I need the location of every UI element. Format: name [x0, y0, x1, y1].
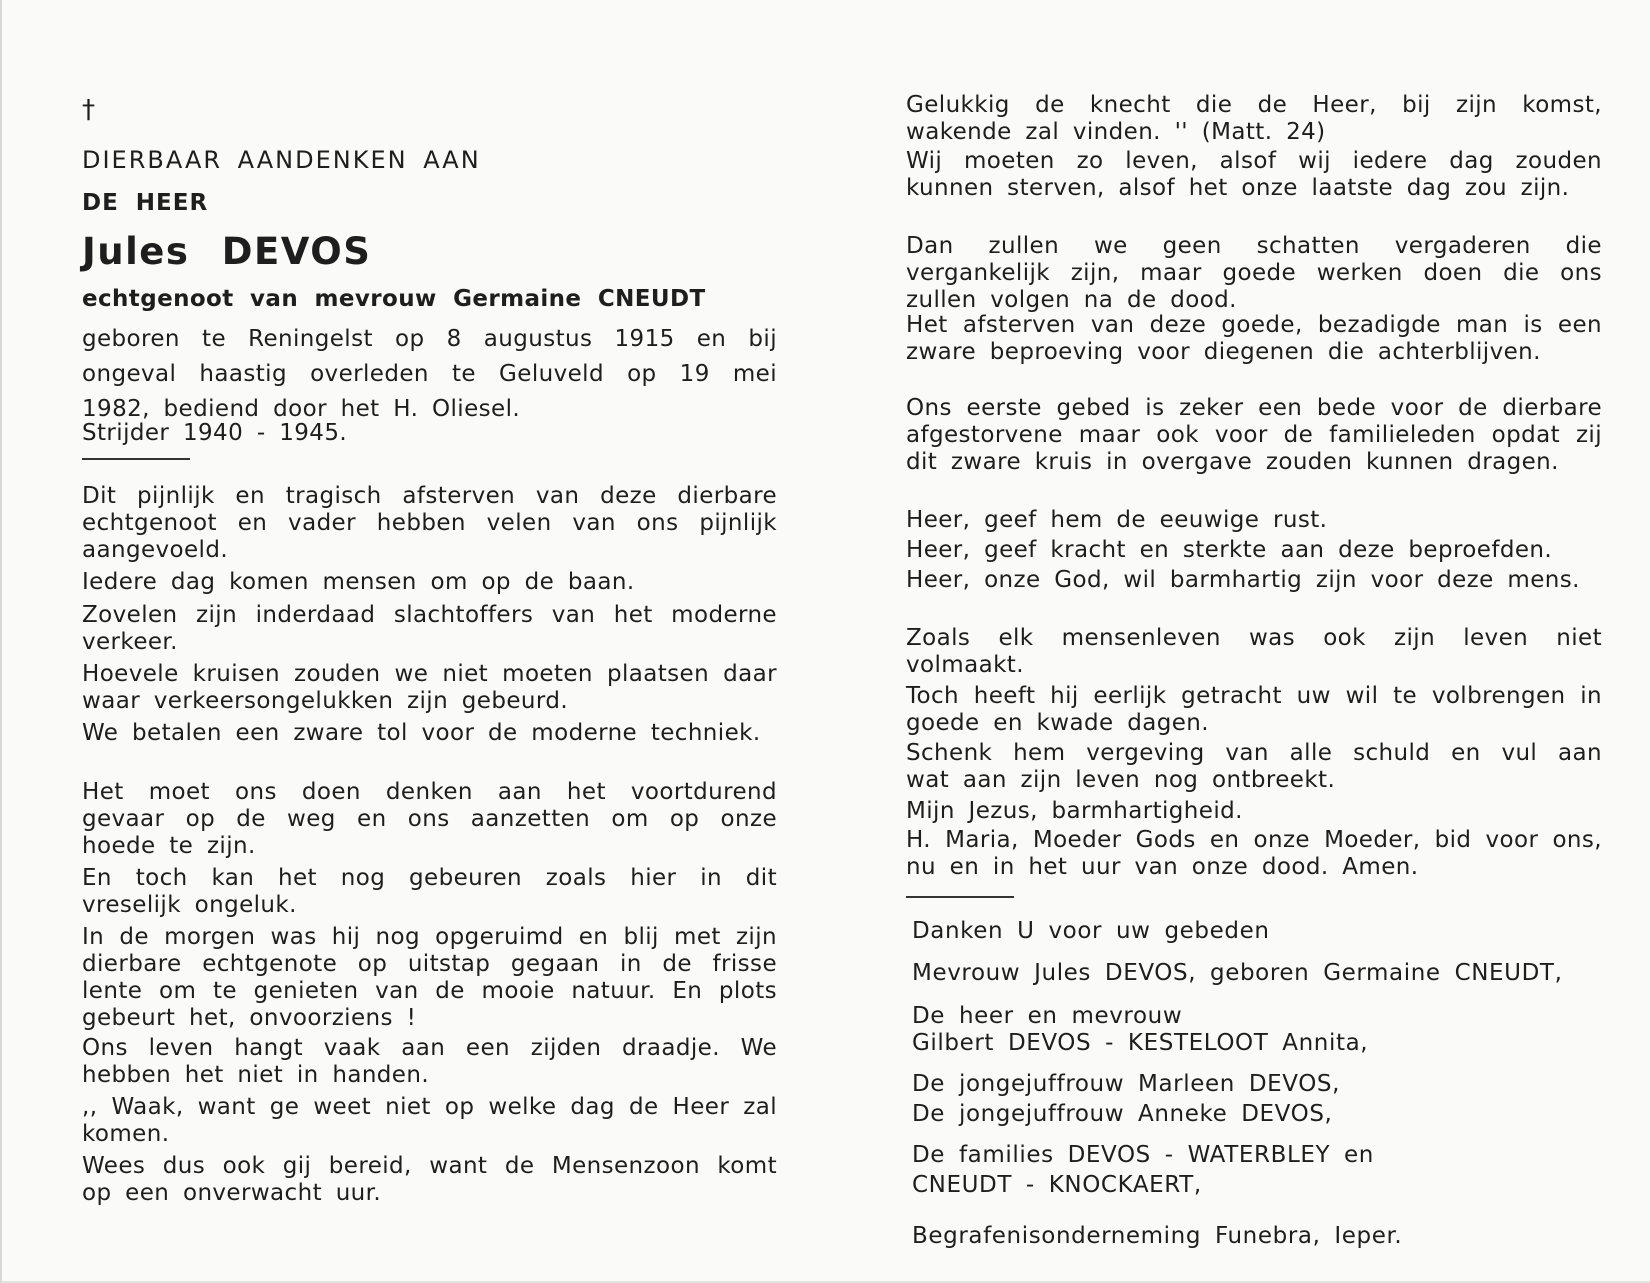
paragraph: Dit pijnlijk en tragisch afsterven van deze dierbare echtgenoot en vader hebben velen van ons pijnlijk aangevoeld. [82, 483, 777, 563]
divider [82, 458, 190, 460]
family-line: De jongejuffrouw Marleen DEVOS, [912, 1071, 1341, 1097]
undertaker-line: Begrafenisonderneming Funebra, Ieper. [912, 1223, 1403, 1249]
paragraph: Heer, onze God, wil barmhartig zijn voor deze mens. [906, 567, 1580, 593]
paragraph: Heer, geef kracht en sterkte aan deze beproefden. [906, 537, 1553, 563]
paragraph: Zoals elk mensenleven was ook zijn leven niet volmaakt. [906, 625, 1602, 678]
paragraph: Het afsterven van deze goede, bezadigde man is een zware beproeving voor diegenen die achterblijven. [906, 312, 1602, 365]
deceased-name: Jules DEVOS [82, 230, 372, 273]
family-line: Mevrouw Jules DEVOS, geboren Germaine CNEUDT, [912, 960, 1563, 986]
birth-death-text: geboren te Reningelst op 8 augustus 1915 en bij ongeval haastig overleden te Geluveld op 19 mei 1982, bediend door het H. Oliesel. [82, 326, 777, 422]
cross-symbol: † [82, 95, 95, 125]
paragraph: Heer, geef hem de eeuwige rust. [906, 507, 1328, 533]
family-line: De jongejuffrouw Anneke DEVOS, [912, 1101, 1333, 1127]
intro-heading: DIERBAAR AANDENKEN AAN [82, 146, 481, 174]
paragraph: Mijn Jezus, barmhartigheid. [906, 798, 1243, 824]
family-line: De heer en mevrouw [912, 1003, 1183, 1029]
paragraph: Toch heeft hij eerlijk getracht uw wil te volbrengen in goede en kwade dagen. [906, 683, 1602, 736]
paragraph: En toch kan het nog gebeuren zoals hier in dit vreselijk ongeluk. [82, 865, 777, 918]
paragraph: Wij moeten zo leven, alsof wij iedere dag zouden kunnen sterven, alsof het onze laatste dag zou zijn. [906, 148, 1602, 201]
paragraph: Het moet ons doen denken aan het voortdurend gevaar op de weg en ons aanzetten om op onze hoede te zijn. [82, 779, 777, 859]
paragraph: Ons eerste gebed is zeker een bede voor de dierbare afgestorvene maar ook voor de familieleden opdat zij dit zware kruis in overgave zouden kunnen dragen. [906, 395, 1602, 475]
paragraph: We betalen een zware tol voor de moderne techniek. [82, 720, 761, 746]
title-heading: DE HEER [82, 190, 209, 216]
paragraph: Wees dus ook gij bereid, want de Mensenzoon komt op een onverwacht uur. [82, 1153, 777, 1206]
paragraph: In de morgen was hij nog opgeruimd en blij met zijn dierbare echtgenote op uitstap gegaan in de frisse lente om te genieten van de mooie natuur. En plots gebeurt het, onvoorziens ! [82, 924, 777, 1031]
thanks-line: Danken U voor uw gebeden [912, 918, 1270, 944]
family-line: CNEUDT - KNOCKAERT, [912, 1172, 1202, 1198]
veteran-line: Strijder 1940 - 1945. [82, 420, 348, 446]
paragraph: Zovelen zijn inderdaad slachtoffers van het moderne verkeer. [82, 602, 777, 655]
paragraph: H. Maria, Moeder Gods en onze Moeder, bid voor ons, nu en in het uur van onze dood. Amen. [906, 827, 1602, 880]
family-line: Gilbert DEVOS - KESTELOOT Annita, [912, 1030, 1369, 1056]
paragraph: Dan zullen we geen schatten vergaderen die vergankelijk zijn, maar goede werken doen die ons zullen volgen na de dood. [906, 233, 1602, 313]
divider [906, 896, 1014, 898]
paragraph: Hoevele kruisen zouden we niet moeten plaatsen daar waar verkeersongelukken zijn gebeurd. [82, 661, 777, 714]
paragraph: Ons leven hangt vaak aan een zijden draadje. We hebben het niet in handen. [82, 1035, 777, 1088]
family-line: De families DEVOS - WATERBLEY en [912, 1142, 1374, 1168]
spouse-line: echtgenoot van mevrouw Germaine CNEUDT [82, 286, 706, 312]
paragraph: Gelukkig de knecht die de Heer, bij zijn komst, wakende zal vinden. '' (Matt. 24) [906, 92, 1602, 145]
paragraph: ,, Waak, want ge weet niet op welke dag de Heer zal komen. [82, 1094, 777, 1147]
paragraph: Schenk hem vergeving van alle schuld en vul aan wat aan zijn leven nog ontbreekt. [906, 740, 1602, 793]
paragraph: Iedere dag komen mensen om op de baan. [82, 569, 635, 595]
